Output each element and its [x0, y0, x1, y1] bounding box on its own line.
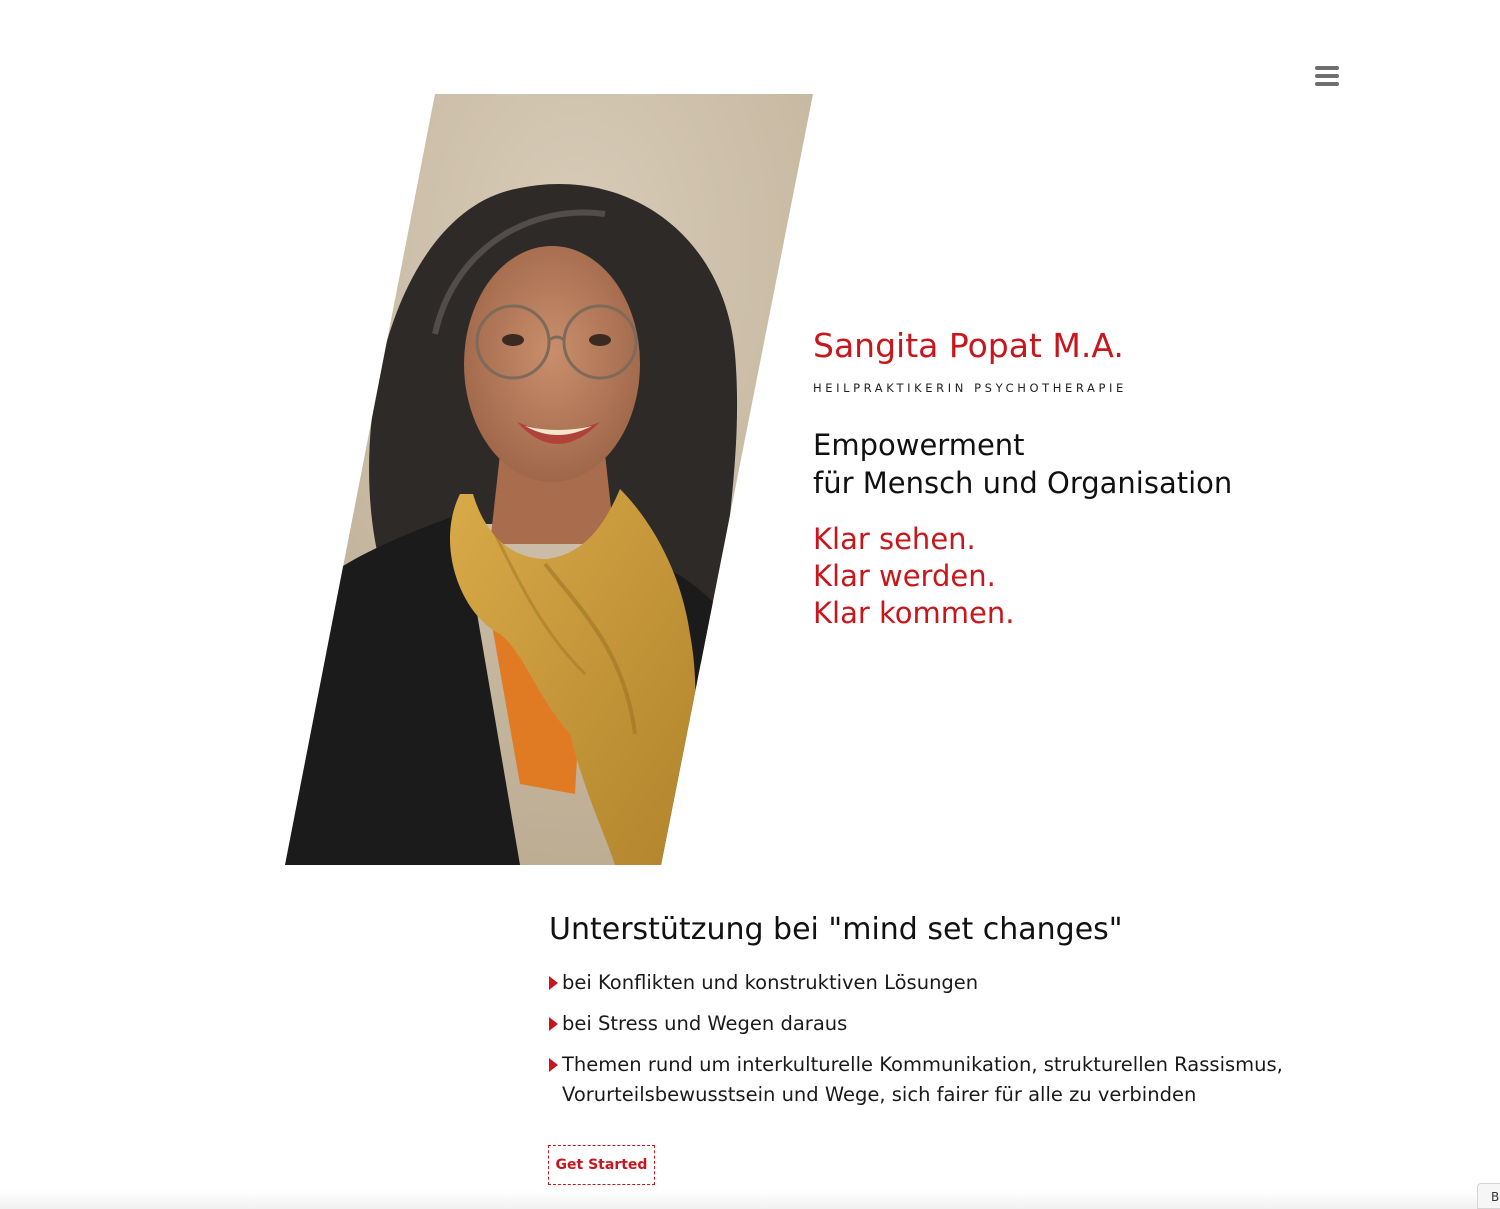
portrait-photo [285, 94, 813, 865]
services-title: Unterstützung bei "mind set changes" [549, 912, 1123, 947]
hero-name: Sangita Popat M.A. [813, 326, 1124, 365]
list-item-text: bei Konflikten und konstruktiven Lösungen [562, 971, 979, 994]
menu-bar-middle [1315, 74, 1339, 78]
list-item-text: bei Stress und Wegen daraus [562, 1012, 848, 1035]
list-item [549, 1009, 1289, 1039]
hero-claims [813, 521, 1014, 632]
page-bottom-shade [0, 1190, 1500, 1209]
get-started-button[interactable]: Get Started [548, 1145, 655, 1185]
services-list [549, 968, 1289, 1121]
hero-subtitle: HEILPRAKTIKERIN PSYCHOTHERAPIE [813, 381, 1127, 395]
menu-bar-top [1315, 66, 1339, 70]
hero-claim: Klar werden. [813, 559, 996, 593]
corner-widget-tab[interactable]: B [1477, 1183, 1500, 1209]
bullet-arrow-icon [549, 1017, 558, 1031]
hero-tagline [813, 426, 1232, 502]
bullet-arrow-icon [549, 1058, 558, 1072]
list-item [549, 968, 1289, 998]
hero-claim: Klar kommen. [813, 596, 1015, 630]
hero-tagline-line-1: Empowerment [813, 428, 1025, 462]
hamburger-menu-icon[interactable] [1313, 62, 1341, 90]
bullet-arrow-icon [549, 976, 558, 990]
menu-bar-bottom [1315, 82, 1339, 86]
hero-claim: Klar sehen. [813, 522, 976, 556]
list-item [549, 1050, 1289, 1110]
hero-tagline-line-2: für Mensch und Organisation [813, 466, 1233, 500]
list-item-text: Themen rund um interkulturelle Kommunikation, strukturellen Rassismus, Vorurteilsbewusstsein und Wege, sich fairer für alle zu verbinden [562, 1053, 1283, 1106]
